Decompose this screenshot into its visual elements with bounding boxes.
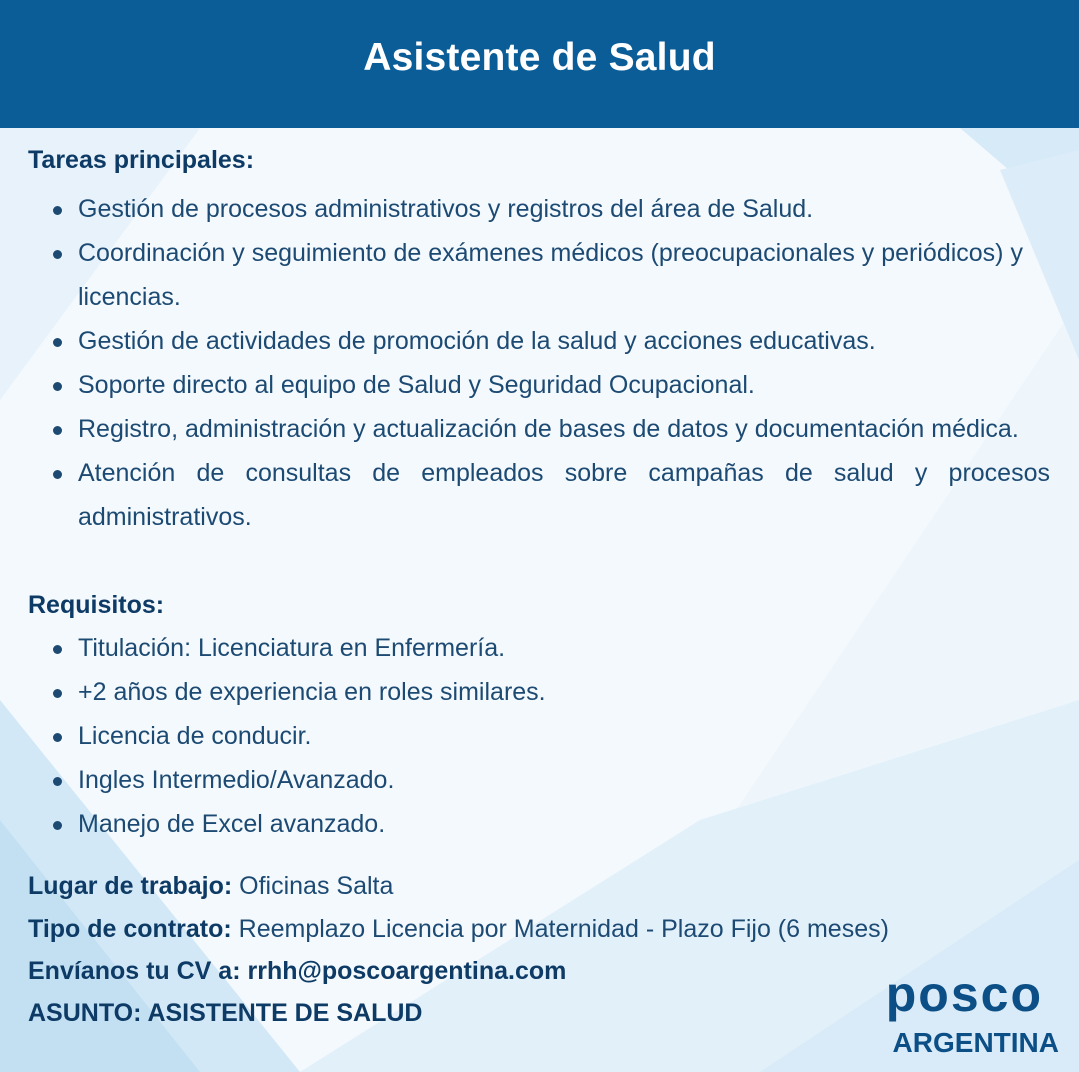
page-title: Asistente de Salud bbox=[363, 36, 716, 79]
asunto-label: ASUNTO: ASISTENTE DE SALUD bbox=[28, 999, 423, 1027]
list-item: Titulación: Licenciatura en Enfermería. bbox=[0, 626, 1050, 670]
list-item: Ingles Intermedio/Avanzado. bbox=[0, 758, 1050, 802]
list-item: Registro, administración y actualización de bases de datos y documentación médica. bbox=[0, 407, 1050, 451]
list-item: Atención de consultas de empleados sobre campañas de salud y procesos administrativos. bbox=[0, 451, 1050, 539]
cv-line bbox=[28, 957, 566, 986]
lugar-value: Oficinas Salta bbox=[239, 872, 394, 900]
lugar-label: Lugar de trabajo: bbox=[28, 872, 233, 900]
list-item: Soporte directo al equipo de Salud y Seguridad Ocupacional. bbox=[0, 363, 1050, 407]
tareas-heading: Tareas principales: bbox=[28, 146, 255, 174]
list-item: Licencia de conducir. bbox=[0, 714, 1050, 758]
list-item: Coordinación y seguimiento de exámenes médicos (preocupacionales y periódicos) y licencias. bbox=[0, 231, 1050, 319]
posco-logo bbox=[839, 968, 1059, 1060]
asunto-line bbox=[28, 999, 422, 1028]
list-item: +2 años de experiencia en roles similares. bbox=[0, 670, 1050, 714]
logo-main-text: posco bbox=[885, 966, 1043, 1022]
list-item: Gestión de actividades de promoción de la salud y acciones educativas. bbox=[0, 319, 1050, 363]
cv-label: Envíanos tu CV a: rrhh@poscoargentina.com bbox=[28, 957, 567, 985]
contrato-line bbox=[28, 915, 889, 944]
requisitos-heading: Requisitos: bbox=[28, 591, 165, 619]
contrato-label: Tipo de contrato: bbox=[28, 915, 232, 943]
tareas-list bbox=[0, 187, 1050, 539]
list-item: Manejo de Excel avanzado. bbox=[0, 802, 1050, 846]
lugar-line bbox=[28, 872, 393, 901]
list-item: Gestión de procesos administrativos y registros del área de Salud. bbox=[0, 187, 1050, 231]
contrato-value: Reemplazo Licencia por Maternidad - Plazo Fijo (6 meses) bbox=[238, 915, 889, 943]
requisitos-list bbox=[0, 626, 1050, 846]
logo-sub-text: ARGENTINA bbox=[892, 1027, 1059, 1058]
